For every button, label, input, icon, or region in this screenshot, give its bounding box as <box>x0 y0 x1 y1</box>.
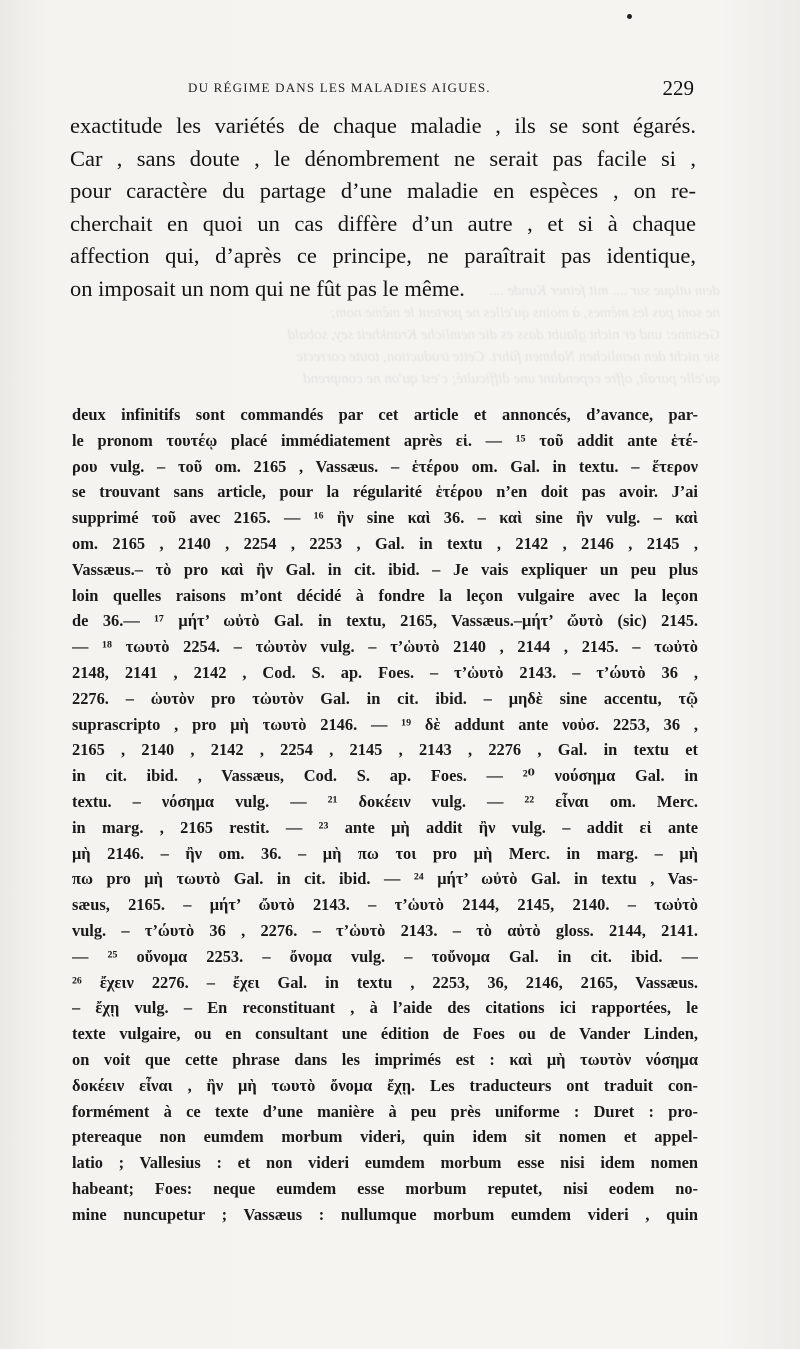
footnote-line: – ἔχῃ vulg. – En reconstituant , à l’aide des citations ici rapportées, le <box>72 998 698 1018</box>
footnote-line: in cit. ibid. , Vassæus, Cod. S. ap. Foes. — ²⁰ νούσημα Gal. in <box>72 766 698 786</box>
bleed-line: dem utique sur .... mit feiner Kunde .... <box>488 283 720 299</box>
running-head <box>72 76 694 102</box>
bleed-line: Gesinne: und er nicht glaubt dass es die nemliche Krankheit sey, sobald <box>287 327 720 343</box>
footnote-line: habeant; Foes: neque eumdem esse morbum reputet, nisi eodem no- <box>72 1178 698 1198</box>
footnote-line: in marg. , 2165 restit. — ²³ ante μὴ addit ἢν vulg. – addit εἰ ante <box>72 817 698 837</box>
main-text-line: on imposait un nom qui ne fût pas le même. <box>70 275 465 301</box>
footnote-line: — ²⁵ οὔνομα 2253. – ὄνομα vulg. – τοὔνομα Gal. in cit. ibid. — <box>72 946 698 966</box>
footnote-line: — ¹⁸ τωυτὸ 2254. – τὠυτὸν vulg. – τ’ὡυτὸ 2140 , 2144 , 2145. – τωὐτὸ <box>72 637 698 657</box>
footnote-line: vulg. – τ’ώυτὸ 36 , 2276. – τ’ὡυτὸ 2143. – τὸ αὐτὸ gloss. 2144, 2141. <box>72 920 698 940</box>
main-text-line: cherchait en quoi un cas diffère d’un autre , et si à chaque <box>70 210 696 236</box>
footnote-line: πω pro μὴ τωυτὸ Gal. in cit. ibid. — ²⁴ μήτ’ ωὐτὸ Gal. in textu , Vas- <box>72 869 698 889</box>
footnote-line: on voit que cette phrase dans les imprimés est : καὶ μὴ τωυτὸν νόσημα <box>72 1049 698 1069</box>
page-number: 229 <box>662 76 694 100</box>
bleed-line: qu'elle paraît, offre cependant une difficulté; c'est qu'on ne comprend <box>303 371 720 387</box>
footnote-line: ρου vulg. – τοῦ om. 2165 , Vassæus. – ἑτέρου om. Gal. in textu. – ἕτερον <box>72 456 698 476</box>
footnote-line: de 36.— ¹⁷ μήτ’ ωὐτὸ Gal. in textu, 2165, Vassæus.–μήτ’ ὤυτὸ (sic) 2145. <box>72 611 698 631</box>
bleed-line: ne sont pas les mêmes, à moins qu'elles ne portent le même nom; <box>330 305 720 321</box>
footnote-line: mine nuncupetur ; Vassæus : nullumque morbum eumdem videri , quin <box>72 1204 698 1224</box>
footnote-line: ptereaque non eumdem morbum videri, quin idem sit nomen et appel- <box>72 1127 698 1147</box>
footnote-line: latio ; Vallesius : et non videri eumdem morbum esse nisi idem nomen <box>72 1153 698 1173</box>
footnote-line: 2165 , 2140 , 2142 , 2254 , 2145 , 2143 , 2276 , Gal. in textu et <box>72 740 698 760</box>
footnote-line: 2148, 2141 , 2142 , Cod. S. ap. Foes. – τ’ὡυτὸ 2143. – τ’ώυτὸ 36 , <box>72 662 698 682</box>
footnote-line: supprimé τοῦ avec 2165. — ¹⁶ ἢν sine καὶ 36. – καὶ sine ἢν vulg. – καὶ <box>72 508 698 528</box>
footnote-line: loin quelles raisons m’ont décidé à fondre la leçon vulgaire avec la leçon <box>72 585 698 605</box>
footnote-line: le pronom τουτέῳ placé immédiatement après εἰ. — ¹⁵ τοῦ addit ante ἑτέ- <box>72 430 698 450</box>
footnotes <box>72 402 698 1228</box>
ink-speck <box>627 14 632 19</box>
footnote-line: Vassæus.– τὸ pro καὶ ἢν Gal. in cit. ibid. – Je vais expliquer un peu plus <box>72 559 698 579</box>
footnote-line: sæus, 2165. – μήτ’ ὤυτὸ 2143. – τ’ὡυτὸ 2144, 2145, 2140. – τωὐτὸ <box>72 895 698 915</box>
footnote-line: textu. – νόσημα vulg. — ²¹ δοκέειν vulg. — ²² εἶναι om. Merc. <box>72 791 698 811</box>
bleed-line: sie nicht den nemlichen Nahmen führt. Cette traduction, toute correcte <box>296 349 720 365</box>
footnote-line: ²⁶ ἔχειν 2276. – ἔχει Gal. in textu , 2253, 36, 2146, 2165, Vassæus. <box>72 972 698 992</box>
running-title: DU RÉGIME DANS LES MALADIES AIGUES. <box>188 80 491 95</box>
main-text-line: pour caractère du partage d’une maladie en espèces , on re- <box>70 178 696 203</box>
footnote-line: deux infinitifs sont commandés par cet article et annoncés, d’avance, par- <box>72 405 698 424</box>
main-text-line: exactitude les variétés de chaque maladie , ils se sont égarés. <box>70 113 696 138</box>
footnote-line: suprascripto , pro μὴ τωυτὸ 2146. — ¹⁹ δὲ addunt ante νοὐσ. 2253, 36 , <box>72 714 698 734</box>
main-text-line: Car , sans doute , le dénombrement ne serait pas facile si , <box>70 145 696 171</box>
footnote-line: 2276. – ὡυτὸν pro τὠυτὸν Gal. in cit. ibid. – μηδὲ sine accentu, τῷ <box>72 688 698 708</box>
footnote-line: μὴ 2146. – ἢν om. 36. – μὴ πω τοι pro μὴ Merc. in marg. – μὴ <box>72 843 698 863</box>
footnote-line: formément à ce texte d’une manière à peu près uniforme : Duret : pro- <box>72 1101 698 1121</box>
footnote-line: om. 2165 , 2140 , 2254 , 2253 , Gal. in textu , 2142 , 2146 , 2145 , <box>72 533 698 553</box>
footnote-line: se trouvant sans article, pour la régularité ἑτέρου n’en doit pas avoir. J’ai <box>72 482 698 502</box>
main-text-line: affection qui, d’après ce principe, ne paraîtrait pas identique, <box>70 243 696 268</box>
main-paragraph <box>70 110 696 305</box>
footnote-line: δοκέειν εἶναι , ἢν μὴ τωυτὸ ὄνομα ἔχῃ. Les traducteurs ont traduit con- <box>72 1075 698 1095</box>
footnote-line: texte vulgaire, ou en consultant une édition de Foes ou de Vander Linden, <box>72 1024 698 1044</box>
